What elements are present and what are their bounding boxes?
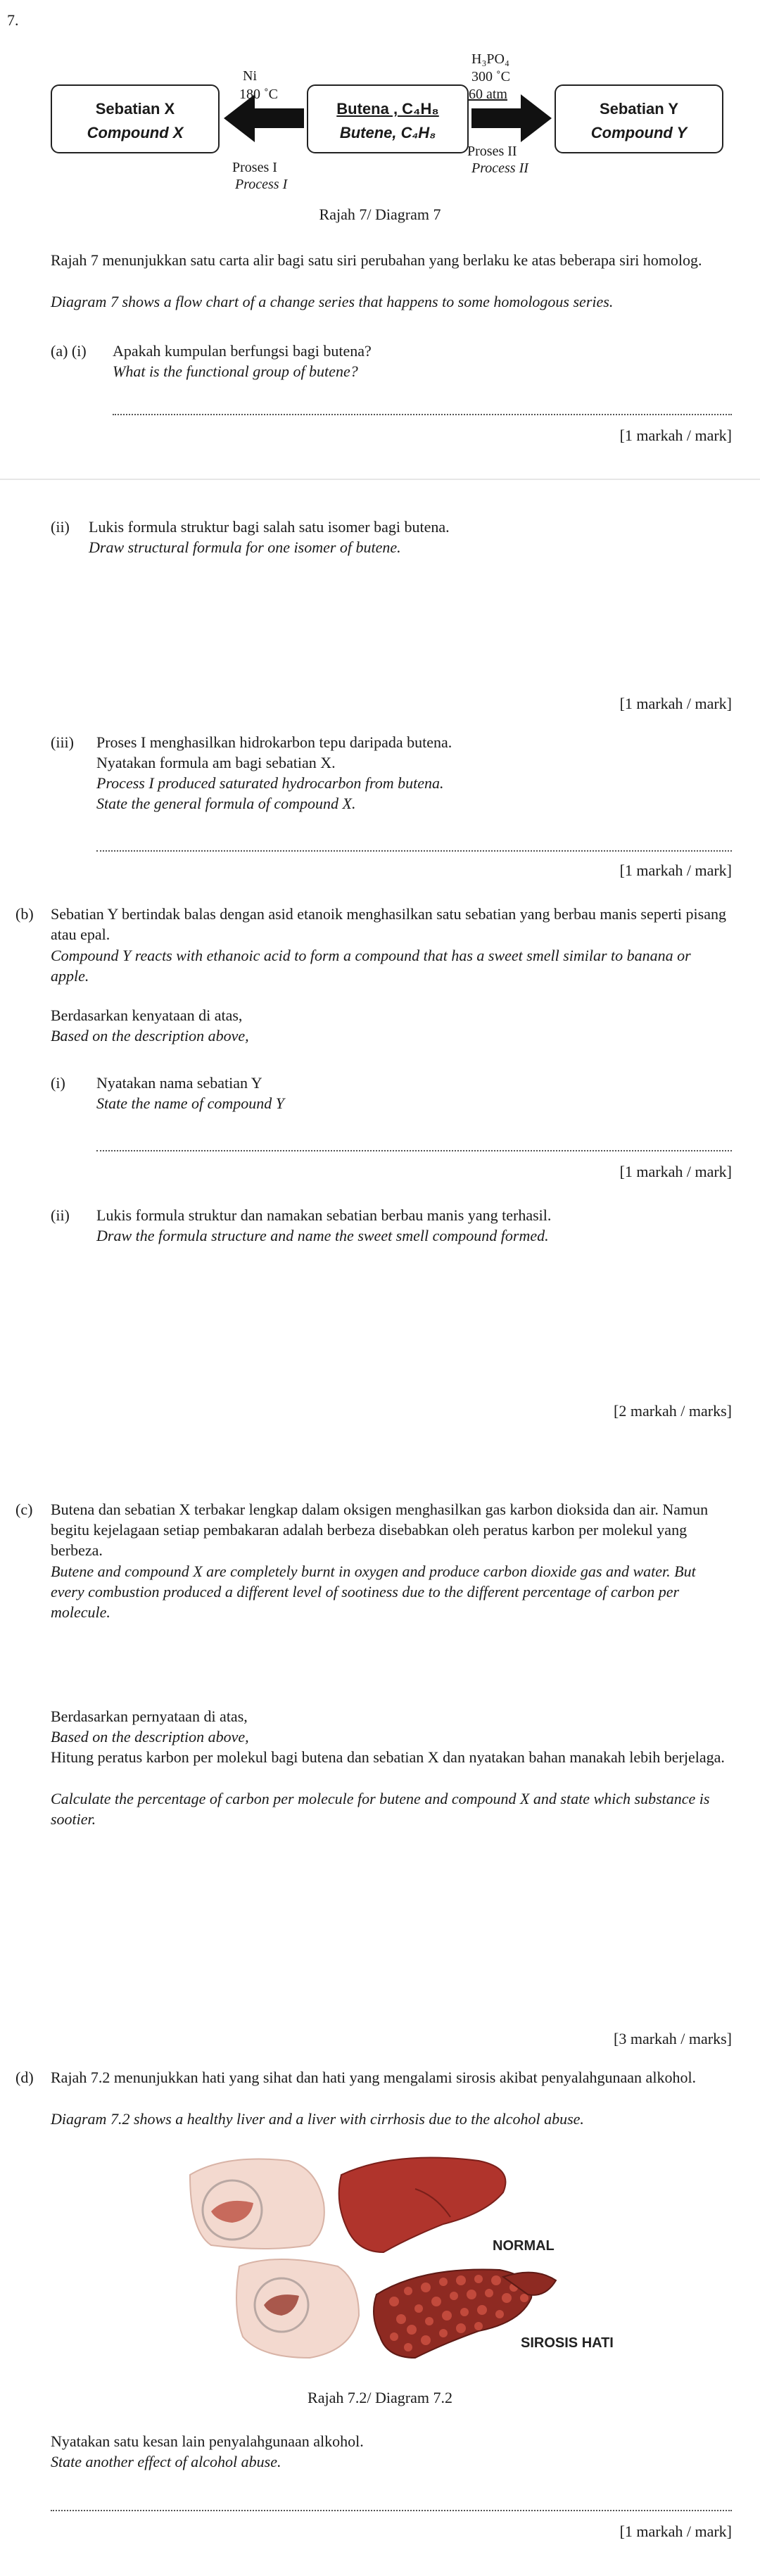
process-2-label: Proses II: [467, 144, 517, 159]
process-2-catalyst: H₃PO₄: [471, 51, 509, 67]
process-1-temperature: 180 ˚C: [239, 87, 278, 102]
diagram-7-2-illustration: [183, 2147, 633, 2379]
compound-y-box: Sebatian Y Compound Y: [555, 84, 723, 153]
a-iii-question: Nyatakan formula am bagi sebatian X.: [96, 754, 336, 771]
b-based-on: Berdasarkan kenyataan di atas,: [51, 1006, 243, 1024]
d-label: (d): [15, 2069, 34, 2086]
b-i-label: (i): [51, 1074, 65, 1092]
a-ii-question-english: Draw structural formula for one isomer of butene.: [89, 538, 401, 556]
diagram-7-caption: Rajah 7/ Diagram 7: [319, 206, 441, 223]
a-ii-question: Lukis formula struktur bagi salah satu isomer bagi butena.: [89, 518, 450, 536]
c-statement-english: Butene and compound X are completely burnt in oxygen and produce carbon dioxide gas and water. But every combustion produced a different level of sootiness due to the different percentage of carbon per molecule.: [51, 1562, 696, 1621]
c-task: Hitung peratus karbon per molekul bagi butena dan sebatian X dan nyatakan bahan manakah lebih berjelaga.: [51, 1748, 725, 1766]
b-ii-answer-space[interactable]: [96, 1253, 732, 1394]
d-question-english: State another effect of alcohol abuse.: [51, 2453, 281, 2470]
c-marks: [3 markah / marks]: [614, 2030, 732, 2047]
b-statement-english: Compound Y reacts with ethanoic acid to form a compound that has a sweet smell similar to banana or apple.: [51, 947, 691, 985]
d-answer-line[interactable]: [51, 2510, 732, 2511]
a-ii-marks: [1 markah / mark]: [619, 695, 732, 712]
b-statement: Sebatian Y bertindak balas dengan asid etanoik menghasilkan satu sebatian yang berbau manis seperti pisang atau epal.: [51, 905, 726, 943]
b-i-question-english: State the name of compound Y: [96, 1094, 285, 1112]
a-i-question: Apakah kumpulan berfungsi bagi butena?: [113, 342, 372, 360]
intro-english: Diagram 7 shows a flow chart of a change series that happens to some homologous series.: [51, 293, 614, 310]
a-i-label: (a) (i): [51, 342, 87, 360]
question-number: 7.: [7, 11, 19, 29]
process-1-catalyst: Ni: [243, 68, 257, 84]
b-ii-question-english: Draw the formula structure and name the sweet smell compound formed.: [96, 1227, 549, 1244]
normal-label: NORMAL: [493, 2238, 555, 2254]
d-marks: [1 markah / mark]: [619, 2523, 732, 2540]
d-statement: Rajah 7.2 menunjukkan hati yang sihat dan hati yang mengalami sirosis akibat penyalahgunaan alkohol.: [51, 2069, 697, 2086]
a-iii-question-english: State the general formula of compound X.: [96, 795, 356, 812]
b-ii-marks: [2 markah / marks]: [614, 1402, 732, 1420]
a-ii-answer-space[interactable]: [89, 563, 732, 683]
d-statement-english: Diagram 7.2 shows a healthy liver and a liver with cirrhosis due to the alcohol abuse.: [51, 2110, 584, 2128]
a-i-marks: [1 markah / mark]: [619, 427, 732, 444]
c-task-english: Calculate the percentage of carbon per molecule for butene and compound X and state which substance is sootier.: [51, 1790, 710, 1828]
a-iii-statement: Proses I menghasilkan hidrokarbon tepu daripada butena.: [96, 733, 452, 751]
a-iii-label: (iii): [51, 733, 74, 751]
process-1-label: Proses I: [232, 160, 277, 175]
b-label: (b): [15, 905, 34, 923]
process-1-label-english: Process I: [235, 177, 288, 192]
b-i-marks: [1 markah / mark]: [619, 1163, 732, 1180]
d-question: Nyatakan satu kesan lain penyalahgunaan alkohol.: [51, 2432, 364, 2450]
process-2-pressure: 60 atm: [469, 87, 507, 102]
c-answer-space[interactable]: [51, 1837, 732, 2020]
cirrhosis-label: SIROSIS HATI: [521, 2335, 614, 2351]
c-label: (c): [15, 1501, 33, 1518]
a-iii-answer-line[interactable]: [96, 850, 732, 852]
b-i-question: Nyatakan nama sebatian Y: [96, 1074, 262, 1092]
intro-malay: Rajah 7 menunjukkan satu carta alir bagi satu siri perubahan yang berlaku ke atas beberapa siri homolog.: [51, 251, 702, 269]
b-ii-question: Lukis formula struktur dan namakan sebatian berbau manis yang terhasil.: [96, 1206, 552, 1224]
torso-top: [190, 2159, 324, 2249]
process-2-temperature: 300 ˚C: [471, 69, 510, 84]
c-statement: Butena dan sebatian X terbakar lengkap dalam oksigen menghasilkan gas karbon dioksida dan air. Namun begitu kejelagaan setiap pembakaran adalah berbeza disebabkan oleh peratus karbon per molekul yang berbeza.: [51, 1501, 709, 1559]
b-based-on-english: Based on the description above,: [51, 1027, 249, 1044]
a-i-answer-line[interactable]: [113, 414, 732, 415]
compound-x-box: Sebatian X Compound X: [51, 84, 220, 153]
process-2-label-english: Process II: [471, 160, 528, 176]
b-i-answer-line[interactable]: [96, 1150, 732, 1151]
page-divider: [0, 479, 760, 480]
c-based-on-english: Based on the description above,: [51, 1728, 249, 1745]
b-ii-label: (ii): [51, 1206, 70, 1224]
a-iii-marks: [1 markah / mark]: [619, 861, 732, 879]
liver-healthy-icon: [339, 2158, 506, 2253]
diagram-7-2-caption: Rajah 7.2/ Diagram 7.2: [308, 2389, 452, 2406]
c-based-on: Berdasarkan pernyataan di atas,: [51, 1707, 248, 1725]
a-i-question-english: What is the functional group of butene?: [113, 362, 358, 380]
a-iii-statement-english: Process I produced saturated hydrocarbon from butena.: [96, 774, 444, 792]
butene-box: Butena , C₄H₈ Butene, C₄H₈: [307, 84, 469, 153]
a-ii-label: (ii): [51, 518, 70, 536]
